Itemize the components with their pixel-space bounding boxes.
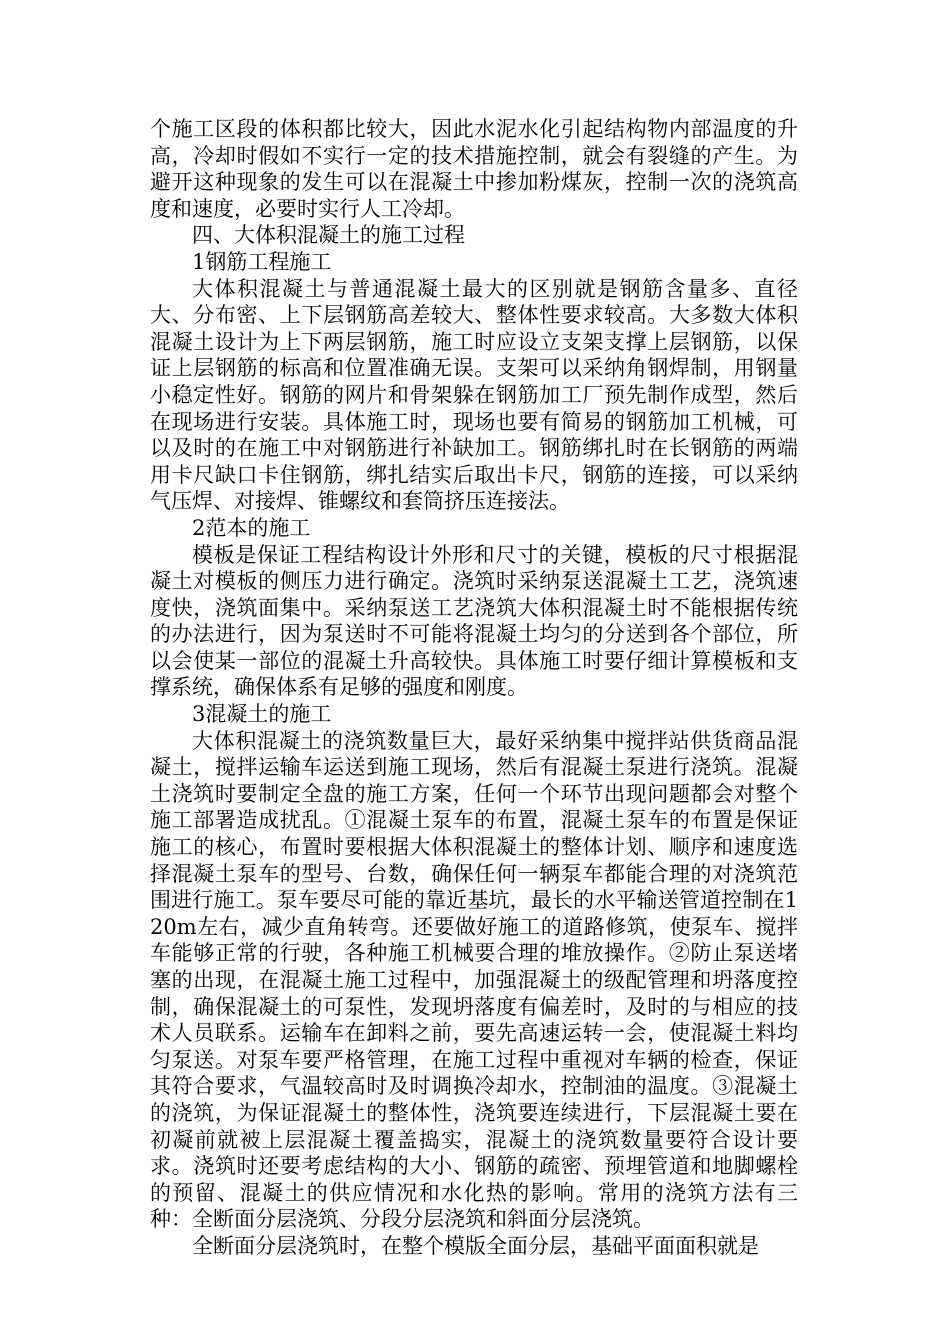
section-heading: 四、大体积混凝土的施工过程 [192,223,465,248]
body-paragraph: 大体积混凝土的浇筑数量巨大，最好采纳集中搅拌站供货商品混凝土，搅拌运输车运送到施工现场，然后有混凝土泵进行浇筑。混凝土浇筑时要制定全盘的施工方案，任何一个环节出现问题都会对整个施工部署造成扰乱。①混凝土泵车的布置，混凝土泵车的布置是保证施工的核心，布置时要根据大体积混凝土的整体计划、顺序和速度选择混凝土泵车的型号、台数，确保任何一辆泵车都能合理的对浇筑范围进行施工。泵车要尽可能的靠近基坑，最长的水平输送管道控制在120m左右，减少直角转弯。还要做好施工的道路修筑，使泵车、搅拌车能够正常的行驶，各种施工机械要合理的堆放操作。②防止泵送堵塞的出现，在混凝土施工过程中，加强混凝土的级配管理和坍落度控制，确保混凝土的可泵性，发现坍落度有偏差时，及时的与相应的技术人员联系。运输车在卸料之前，要先高速运转一会，使混凝土料均匀泵送。对泵车要严格管理，在施工过程中重视对车辆的检查，保证其符合要求，气温较高时及时调换冷却水，控制油的温度。③混凝土的浇筑，为保证混凝土的整体性，浇筑要连续进行，下层混凝土要在初凝前就被上层混凝土覆盖捣实，混凝土的浇筑数量要符合设计要求。浇筑时还要考虑结构的大小、钢筋的疏密、预埋管道和地脚螺栓的预留、混凝土的供应情况和水化热的影响。常用的浇筑方法有三种：全断面分层浇筑、分段分层浇筑和斜面分层浇筑。 [150,728,798,1232]
body-paragraph: 模板是保证工程结构设计外形和尺寸的关键，模板的尺寸根据混凝土对模板的侧压力进行确定。浇筑时采纳泵送混凝土工艺，浇筑速度快，浇筑面集中。采纳泵送工艺浇筑大体积混凝土时不能根据传统的办法进行，因为泵送时不可能将混凝土均匀的分送到各个部位，所以会使某一部位的混凝土升高较快。具体施工时要仔细计算模板和支撑系统，确保体系有足够的强度和刚度。 [150,542,798,700]
body-paragraph: 大体积混凝土与普通混凝土最大的区别就是钢筋含量多、直径大、分布密、上下层钢筋高差较大、整体性要求较高。大多数大体积混凝土设计为上下两层钢筋，施工时应设立支架支撑上层钢筋，以保证上层钢筋的标高和位置准确无误。支架可以采纳角钢焊制，用钢量小稳定性好。钢筋的网片和骨架躲在钢筋加工厂预先制作成型，然后在现场进行安装。具体施工时，现场也要有简易的钢筋加工机械，可以及时的在施工中对钢筋进行补缺加工。钢筋绑扎时在长钢筋的两端用卡尺缺口卡住钢筋，绑扎结实后取出卡尺，钢筋的连接，可以采纳气压焊、对接焊、锥螺纹和套筒挤压连接法。 [150,276,798,514]
subsection-heading: 2范本的施工 [192,515,311,540]
subsection-heading: 1钢筋工程施工 [192,249,332,274]
body-paragraph: 全断面分层浇筑时，在整个模版全面分层，基础平面面积就是 [192,1233,759,1258]
subsection-heading: 3混凝土的施工 [192,702,332,727]
document-page [150,116,798,1260]
body-paragraph: 个施工区段的体积都比较大，因此水泥水化引起结构物内部温度的升高，冷却时假如不实行一定的技术措施控制，就会有裂缝的产生。为避开这种现象的发生可以在混凝土中掺加粉煤灰，控制一次的浇筑高度和速度，必要时实行人工冷却。 [150,117,798,221]
